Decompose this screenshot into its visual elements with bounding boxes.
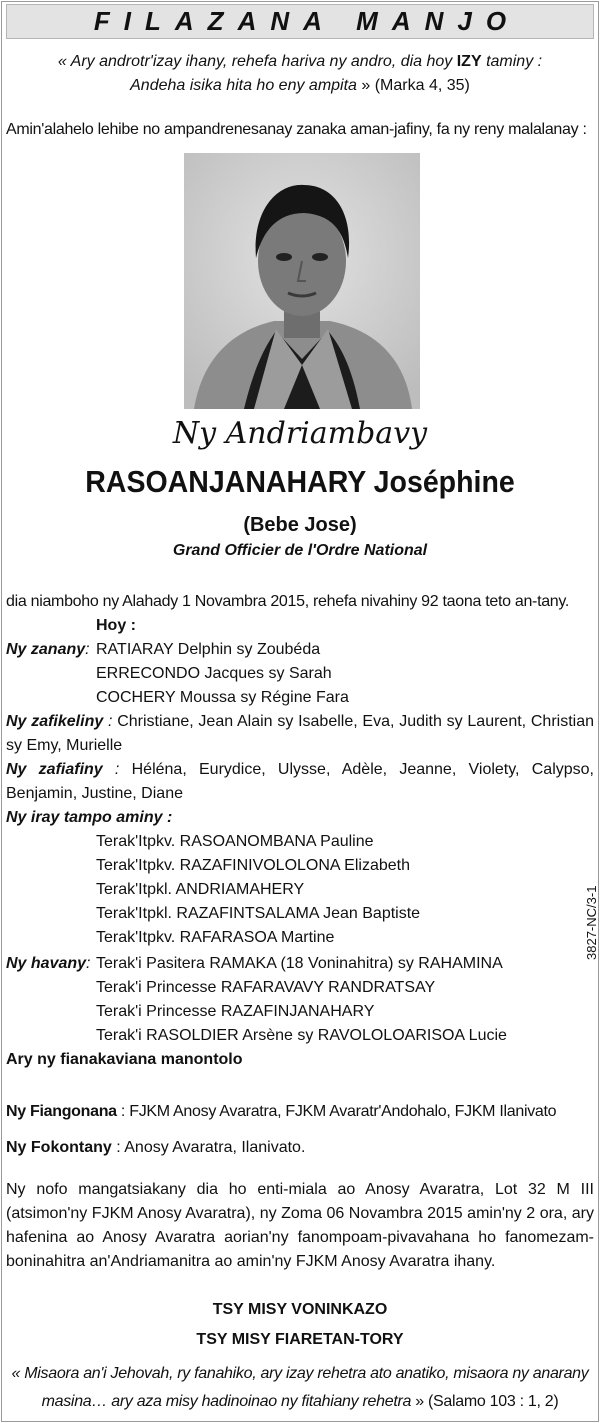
opening-verse [6, 50, 594, 98]
portrait-photo [184, 153, 420, 409]
fiangonana-value: : FJKM Anosy Avaratra, FJKM Avaratr'Andohalo, FJKM Ilanivato [116, 1103, 557, 1120]
iray-tampo-item-5: Terak'Itpkv. RAFARASOA Martine [96, 929, 335, 946]
havany-row: Ny havany: [6, 955, 91, 972]
fokontany-label: Ny Fokontany [6, 1139, 112, 1156]
iray-tampo-item-4: Terak'Itpkl. RAZAFINTSALAMA Jean Baptiste [96, 905, 421, 922]
verse-line2-ref: » (Marka 4, 35) [356, 77, 470, 94]
portrait-illustration [184, 153, 420, 409]
funeral-paragraph: Ny nofo mangatsiakany dia ho enti-miala ao Anosy Avaratra, Lot 32 M III (atsimon'ny FJKM Anosy Avaratra), ny Zoma 06 Novambra 2015 amin'ny 2 ora, ary hafenina ao Anosy Avaratra aorian'ny fanompoam-pivavahana ho fanomezam-boninahitra an'Andriamanitra ao amin'ny FJKM Anosy Avaratra ihany. [6, 1181, 594, 1270]
fiangonana-line [6, 1100, 594, 1124]
havany-item-1: Terak'i Pasitera RAMAKA (18 Voninahitra) sy RAHAMINA [96, 955, 503, 972]
hoy-label: Hoy : [96, 617, 136, 634]
deceased-name: RASOANJANAHARY Joséphine [85, 464, 515, 499]
zanany-label: Ny zanany [6, 641, 86, 658]
header-banner [6, 4, 594, 39]
note-no-flowers: TSY MISY VONINKAZO [212, 1301, 388, 1318]
verse-line1-pre: « Ary androtr'izay ihany, rehefa hariva ny andro, dia hoy [57, 53, 457, 70]
closing-verse-ref: » (Salamo 103 : 1, 2) [411, 1393, 559, 1410]
zafikeliny-paragraph: Ny zafikeliny : Christiane, Jean Alain sy Isabelle, Eva, Judith sy Laurent, Christian sy Emy, Murielle [6, 713, 594, 754]
iray-tampo-item-2: Terak'Itpkv. RAZAFINIVOLOLONA Elizabeth [96, 857, 410, 874]
zanany-item-1: RATIARAY Delphin sy Zoubéda [96, 641, 321, 658]
reference-code-box [568, 870, 599, 960]
note-no-wake: TSY MISY FIARETAN-TORY [196, 1331, 404, 1348]
fiangonana-label: Ny Fiangonana [6, 1103, 117, 1120]
verse-line1-post: taminy : [481, 53, 543, 70]
fokontany-value: : Anosy Avaratra, Ilanivato. [111, 1139, 306, 1156]
closing-verse-line2: masina… ary aza misy hadinoinao ny fitahiany rehetra [41, 1393, 412, 1410]
iray-tampo-item-3: Terak'Itpkl. ANDRIAMAHERY [96, 881, 305, 898]
honorific: Ny Andriambavy [172, 416, 428, 451]
zafikeliny-label: Ny zafikeliny [6, 713, 104, 730]
fianakaviana-line: Ary ny fianakaviana manontolo [6, 1051, 243, 1068]
zafiafiny-list: Héléna, Eurydice, Ulysse, Adèle, Jeanne, Violety, Calypso, Benjamin, Justine, Diane [6, 761, 594, 802]
closing-verse [6, 1360, 594, 1416]
havany-item-2: Terak'i Princesse RAFARAVAVY RANDRATSAY [96, 979, 436, 996]
zanany-item-2: ERRECONDO Jacques sy Sarah [96, 665, 332, 682]
reference-code: 3827-NC/3-1 [584, 885, 599, 960]
havany-item-3: Terak'i Princesse RAZAFINJANAHARY [96, 1003, 375, 1020]
zafikeliny-list: Christiane, Jean Alain sy Isabelle, Eva, Judith sy Laurent, Christian sy Emy, Murielle [6, 713, 594, 754]
havany-label: Ny havany [6, 955, 87, 972]
closing-verse-line1: « Misaora an'i Jehovah, ry fanahiko, ary izay rehetra ato anatiko, misaora ny anarany [11, 1365, 589, 1382]
deceased-title: Grand Officier de l'Ordre National [172, 542, 428, 559]
header-title: FILAZANA MANJO [93, 6, 521, 36]
fokontany-line [6, 1136, 594, 1160]
zafiafiny-paragraph: Ny zafiafiny : Héléna, Eurydice, Ulysse, Adèle, Jeanne, Violety, Calypso, Benjamin, Justine, Diane [6, 761, 594, 802]
verse-line2: Andeha isika hita ho eny ampita [130, 77, 357, 94]
intro-text: Amin'alahelo lehibe no ampandrenesanay zanaka aman-jafiny, fa ny reny malalanay : [6, 121, 587, 138]
deceased-nickname: (Bebe Jose) [243, 514, 357, 536]
iray-tampo-label: Ny iray tampo aminy : [6, 809, 173, 826]
verse-line1-bold: IZY [456, 53, 482, 70]
iray-tampo-item-1: Terak'Itpkv. RASOANOMBANA Pauline [96, 833, 374, 850]
zanany-row: Ny zanany: [6, 641, 90, 658]
zanany-item-3: COCHERY Moussa sy Régine Fara [96, 689, 349, 706]
zafiafiny-label: Ny zafiafiny [6, 761, 103, 778]
death-notice: dia niamboho ny Alahady 1 Novambra 2015, rehefa nivahiny 92 taona teto an-tany. [6, 593, 570, 610]
havany-item-4: Terak'i RASOLDIER Arsène sy RAVOLOLOARISOA Lucie [96, 1027, 507, 1044]
